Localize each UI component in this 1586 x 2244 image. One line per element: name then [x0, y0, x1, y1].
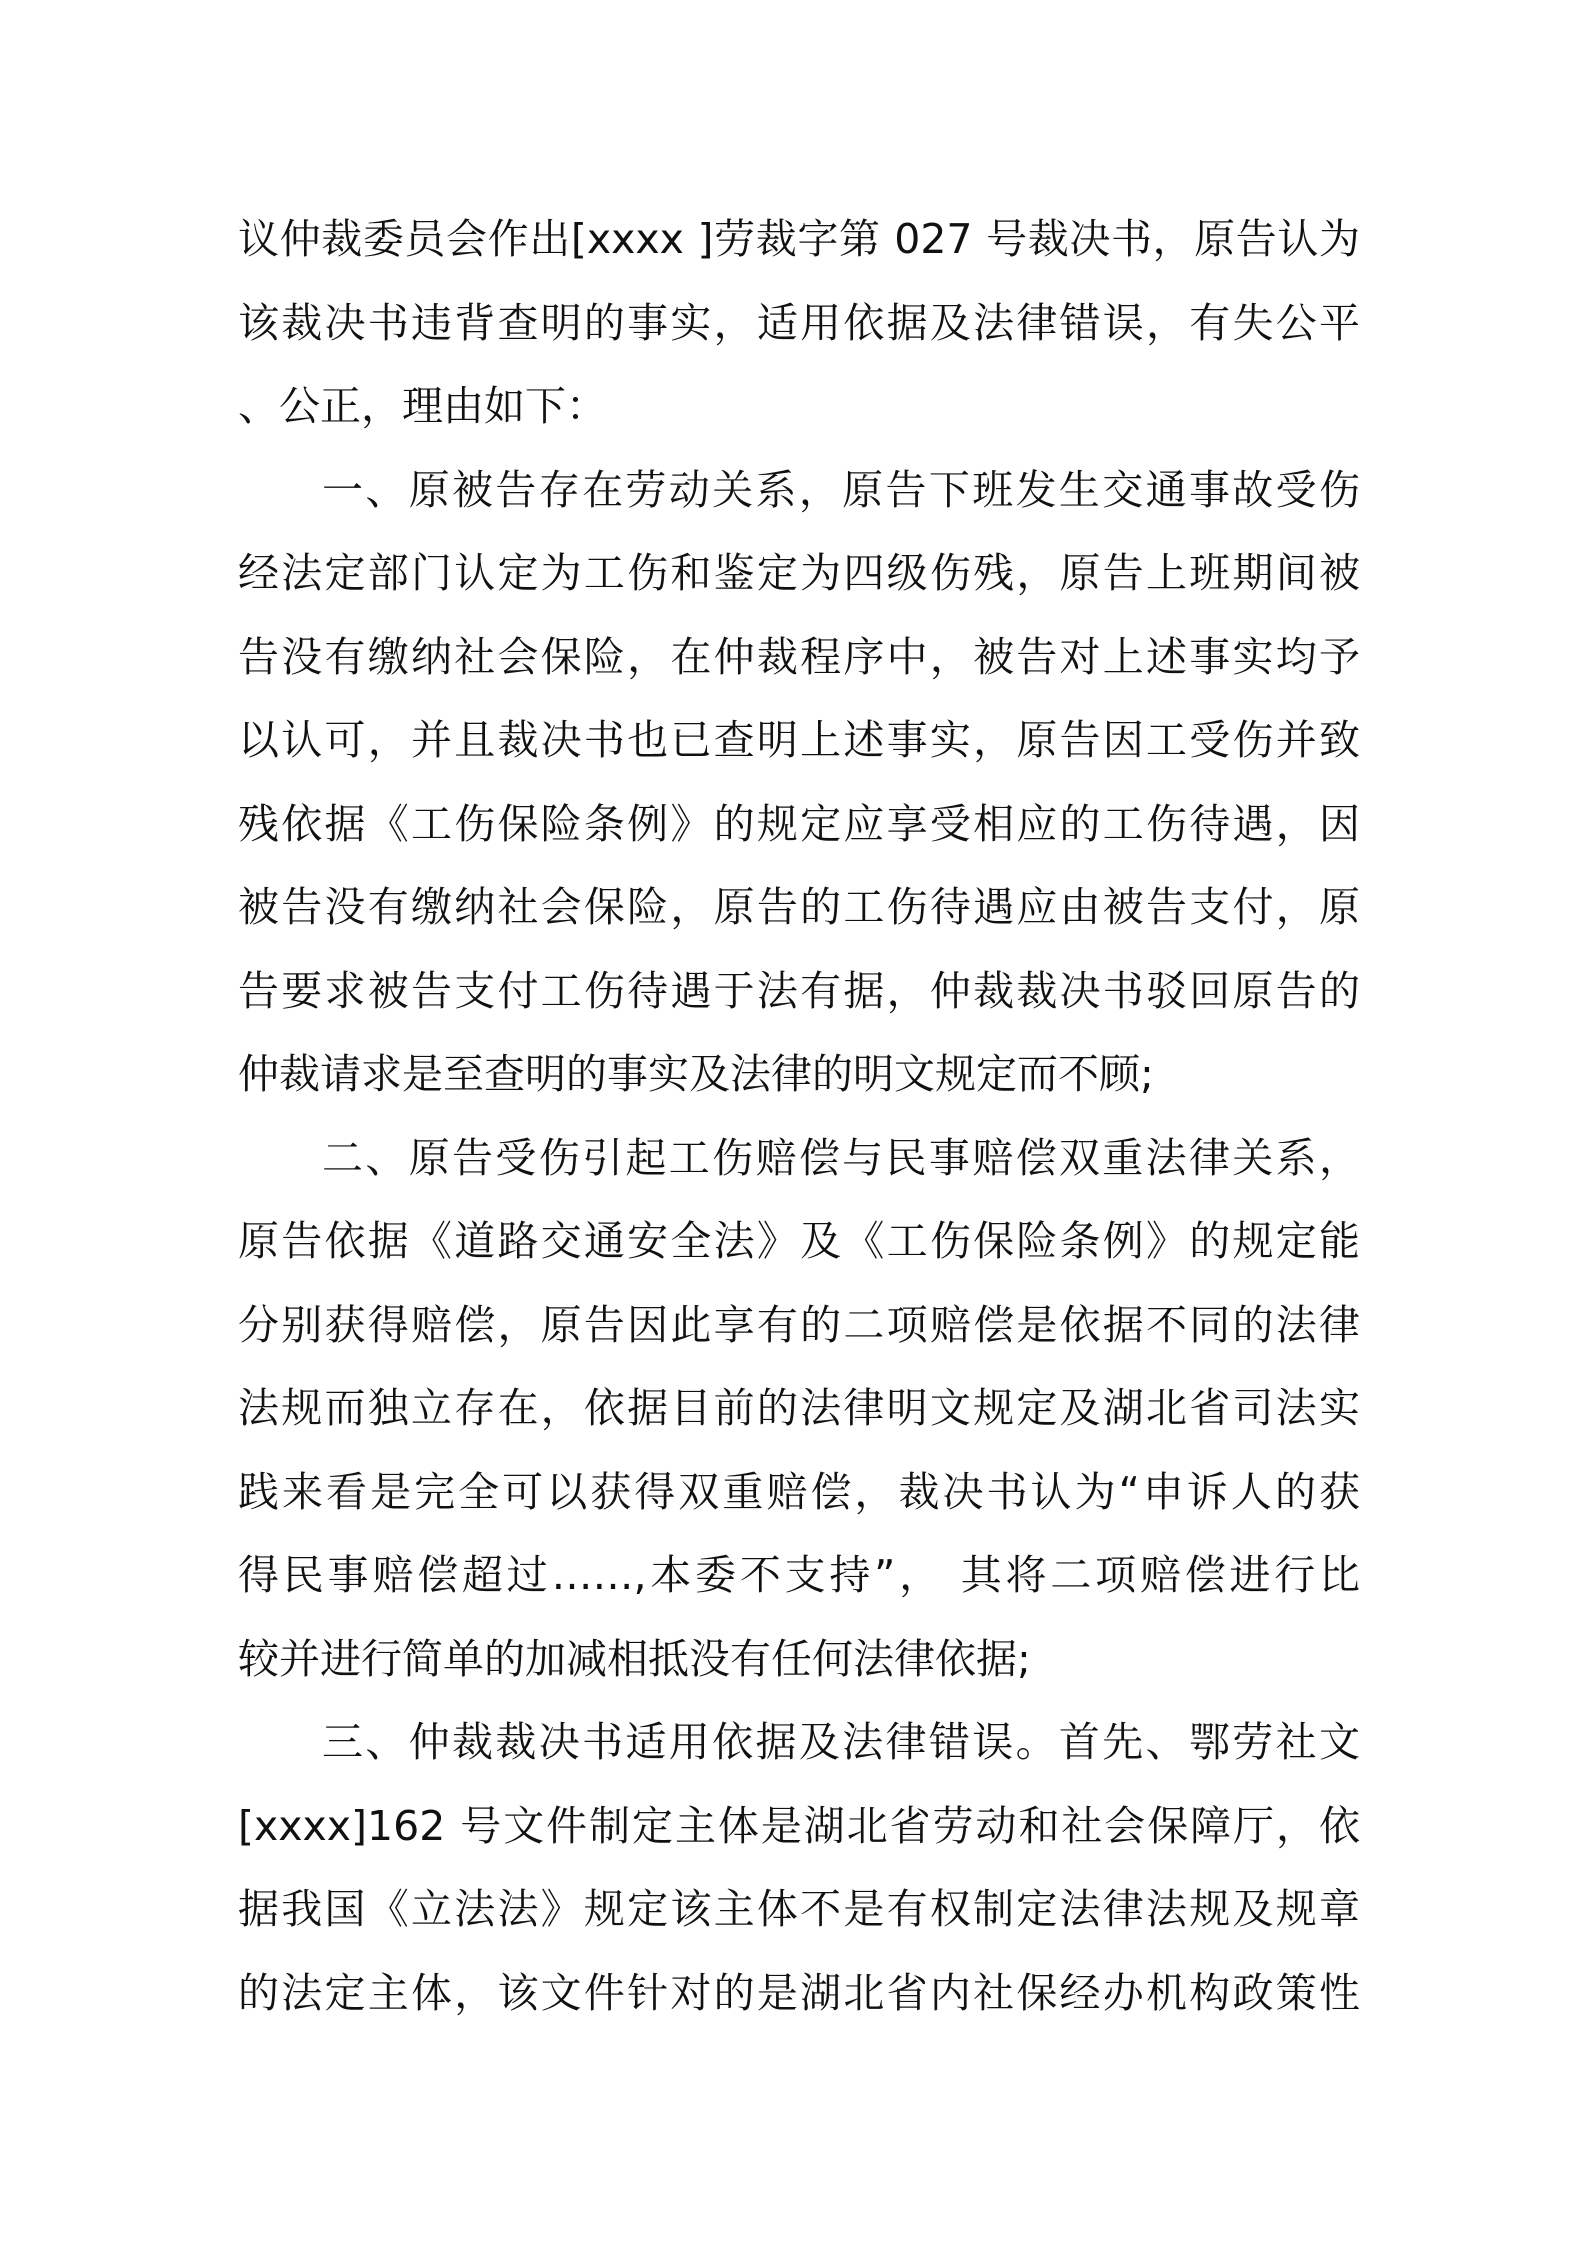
text-line: 分别获得赔偿，原告因此享有的二项赔偿是依据不同的法律 [238, 1300, 1360, 1349]
text-line: 残依据《工伤保险条例》的规定应享受相应的工伤待遇，因 [238, 799, 1360, 848]
text-line: 的法定主体，该文件针对的是湖北省内社保经办机构政策性 [238, 1968, 1360, 2017]
paragraph-start-line: 三、仲裁裁决书适用依据及法律错误。首先、鄂劳社文 [322, 1718, 1360, 1766]
text-line: 告没有缴纳社会保险，在仲裁程序中，被告对上述事实均予 [238, 632, 1360, 681]
text-line: 该裁决书违背查明的事实，适用依据及法律错误，有失公平 [238, 298, 1360, 347]
text-line: 仲裁请求是至查明的事实及法律的明文规定而不顾; [238, 1050, 1154, 1098]
text-line: 议仲裁委员会作出[xxxx ]劳裁字第 027 号裁决书，原告认为 [238, 215, 1360, 263]
document-body [238, 198, 1360, 2035]
text-line: 原告依据《道路交通安全法》及《工伤保险条例》的规定能 [238, 1217, 1360, 1265]
text-line: [xxxx]162 号文件制定主体是湖北省劳动和社会保障厅，依 [238, 1801, 1360, 1850]
text-line: 得民事赔偿超过……,本委不支持”， 其将二项赔偿进行比 [238, 1551, 1360, 1599]
text-line: 法规而独立存在，依据目前的法律明文规定及湖北省司法实 [238, 1384, 1360, 1432]
paragraph-start-line: 二、原告受伤引起工伤赔偿与民事赔偿双重法律关系， [322, 1133, 1360, 1182]
text-line: 经法定部门认定为工伤和鉴定为四级伤残，原告上班期间被 [238, 549, 1360, 597]
text-line: 、公正，理由如下： [238, 382, 607, 430]
paragraph-start-line: 一、原被告存在劳动关系，原告下班发生交通事故受伤 [322, 465, 1360, 514]
text-line: 以认可，并且裁决书也已查明上述事实，原告因工受伤并致 [238, 716, 1360, 764]
text-line: 被告没有缴纳社会保险，原告的工伤待遇应由被告支付，原 [238, 883, 1360, 931]
text-line: 告要求被告支付工伤待遇于法有据，仲裁裁决书驳回原告的 [238, 966, 1360, 1015]
text-line: 较并进行简单的加减相抵没有任何法律依据; [238, 1634, 1031, 1683]
text-line: 践来看是完全可以获得双重赔偿，裁决书认为“申诉人的获 [238, 1467, 1360, 1516]
text-line: 据我国《立法法》规定该主体不是有权制定法律法规及规章 [238, 1885, 1360, 1933]
